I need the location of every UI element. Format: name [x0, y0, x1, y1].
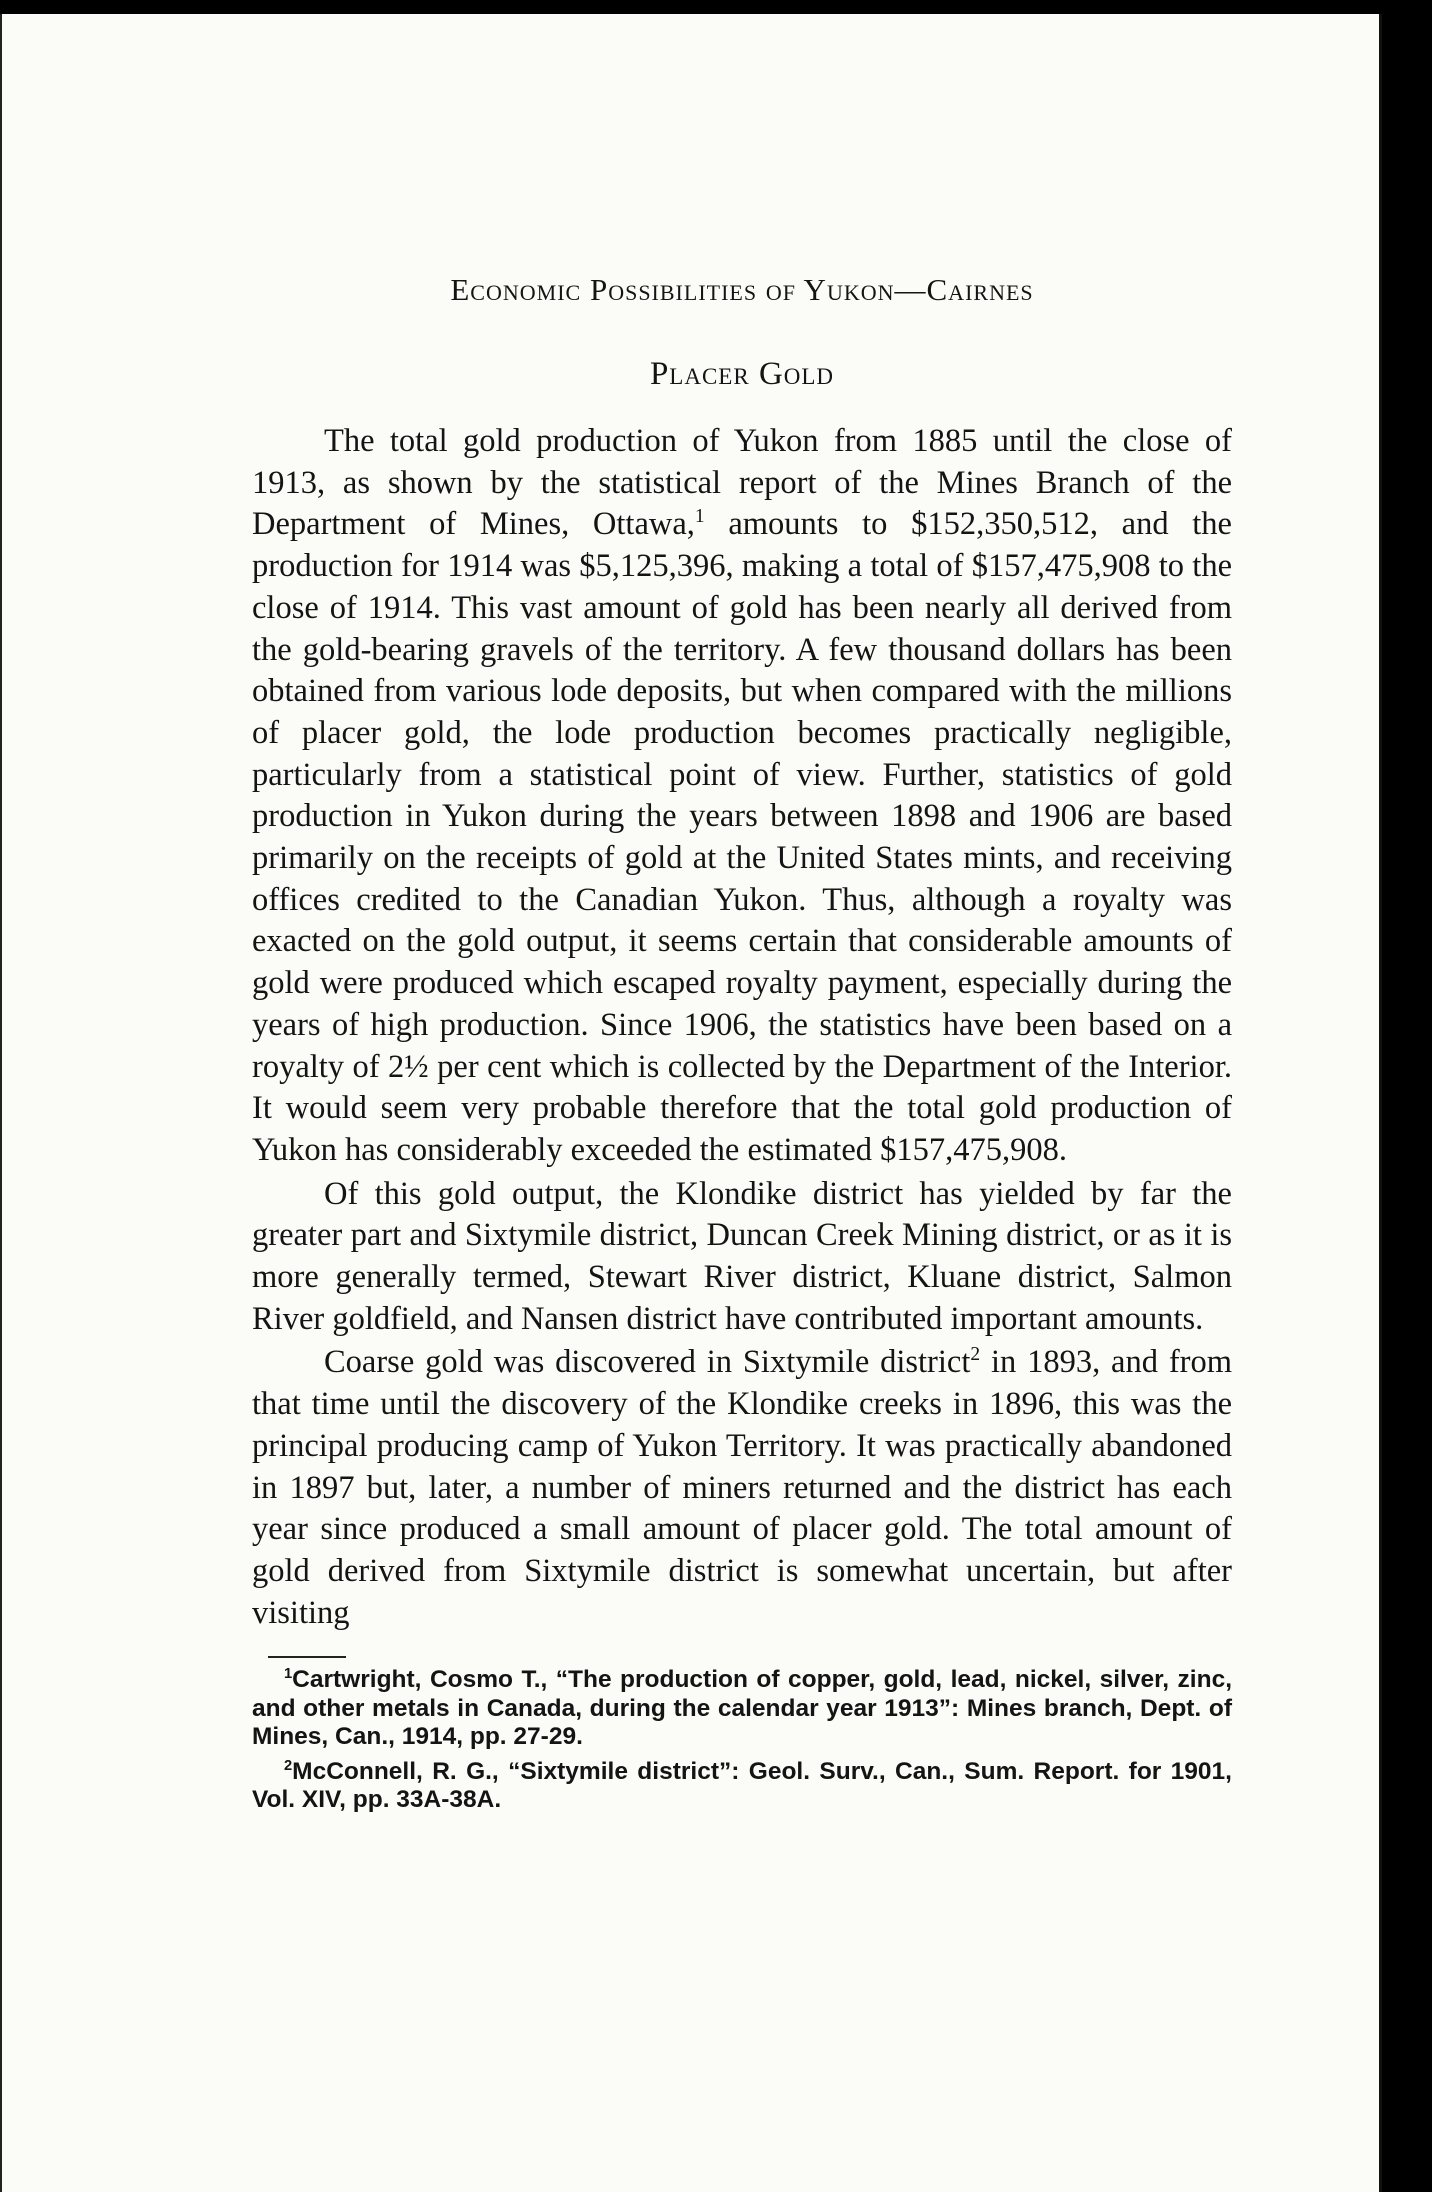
- document-page: [0, 14, 1382, 2192]
- section-title: Placer Gold: [649, 356, 835, 392]
- paragraph-2: Of this gold output, the Klondike district has yielded by far the greater part and Sixtymile district, Duncan Creek Mining district, or as it is more generally termed, Stewart River district, Kluane district, Salmon River goldfield, and Nansen district have contributed important amounts.: [252, 1175, 1232, 1337]
- paragraph-1: [252, 421, 1232, 1172]
- footnote-ref-2: 2: [970, 1344, 981, 1366]
- paragraph-3-text-a: Coarse gold was discovered in Sixtymile district: [324, 1344, 971, 1381]
- running-head: Economic Possibilities of Yukon—Cairnes: [450, 272, 1034, 307]
- footnote-ref-1: 1: [694, 506, 705, 528]
- footnotes: [252, 1656, 1232, 1815]
- footnote-1: [252, 1666, 1232, 1752]
- text-block: [252, 272, 1232, 1821]
- paragraph-1-text-b: amounts to $152,350,512, and the production for 1914 was $5,125,396, making a total of $157,475,908 to the close of 1914. This vast amount of gold has been nearly all derived from the gold-bearing gravels of the territory. A few thousand dollars has been obtained from various lode deposits, but when compared with the millions of placer gold, the lode production becomes practically negligible, particularly from a statistical point of view. Further, statistics of gold production in Yukon during the years between 1898 and 1906 are based primarily on the receipts of gold at the United States mints, and receiving offices credited to the Canadian Yukon. Thus, although a royalty was exacted on the gold output, it seems certain that considerable amounts of gold were produced which escaped royalty payment, especially during the years of high production. Since 1906, the statistics have been based on a royalty of 2½ per cent which is collected by the Department of the Interior. It would seem very probable therefore that the total gold production of Yukon has considerably exceeded the estimated $157,475,908.: [252, 506, 1232, 1168]
- paragraph-3: [252, 1342, 1232, 1634]
- footnote-2: [252, 1758, 1232, 1815]
- footnote-marker-1: 1: [284, 1666, 293, 1683]
- footnote-rule: [268, 1656, 346, 1658]
- footnote-marker-2: 2: [284, 1757, 293, 1774]
- paragraph-1-text-a: The total gold production of Yukon from 1885 until the close of 1913, as shown by the statistical report of the Mines Branch of the Department of Mines, Ottawa,: [252, 423, 1232, 543]
- footnote-1-text: Cartwright, Cosmo T., “The production of copper, gold, lead, nickel, silver, zinc, and other metals in Canada, during the calendar year 1913”: Mines branch, Dept. of Mines, Can., 1914, pp. 27-29.: [252, 1666, 1232, 1751]
- paragraph-3-text-b: in 1893, and from that time until the discovery of the Klondike creeks in 1896, this was the principal producing camp of Yukon Territory. It was practically abandoned in 1897 but, later, a number of miners returned and the district has each year since produced a small amount of placer gold. The total amount of gold derived from Sixtymile district is somewhat uncertain, but after visiting: [252, 1344, 1232, 1631]
- footnote-2-text: McConnell, R. G., “Sixtymile district”: Geol. Surv., Can., Sum. Report. for 1901, Vol. XIV, pp. 33A-38A.: [252, 1757, 1232, 1814]
